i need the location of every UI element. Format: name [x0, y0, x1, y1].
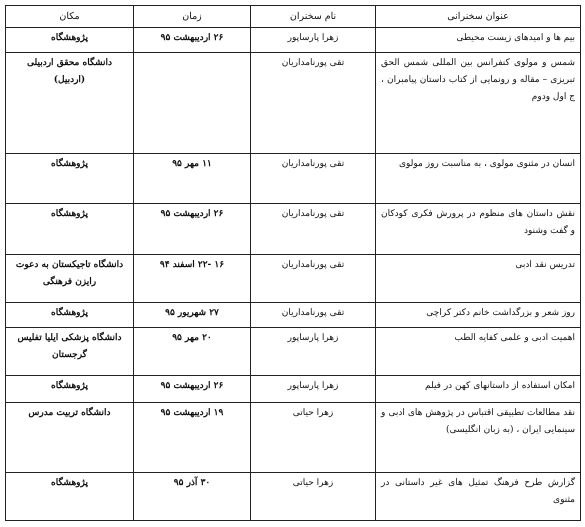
row-date: ۲۶ اردیبهشت ۹۵ [134, 376, 251, 403]
row-place: پژوهشگاه [6, 153, 134, 203]
header-row [6, 6, 581, 28]
header-title: عنوان سخنرانی [376, 6, 581, 28]
row-speaker: زهرا حیاتی [251, 472, 376, 520]
row-speaker: تقی پورنامداریان [251, 204, 376, 254]
row-title: نقش داستان های منظوم در پرورش فکری کودکان و گفت وشنود [376, 204, 581, 254]
table-row [6, 302, 581, 327]
row-title: بیم ها و امیدهای زیست محیطی [376, 28, 581, 53]
row-title: نقد مطالعات تطبیقی اقتباس در پژوهش های ادبی و سینمایی ایران ، (به زبان انگلیسی) [376, 403, 581, 472]
row-place: پژوهشگاه [6, 204, 134, 254]
row-speaker: زهرا حیاتی [251, 403, 376, 472]
row-place: پژوهشگاه [6, 302, 134, 327]
row-speaker: تقی پورنامداریان [251, 254, 376, 302]
row-date: ۱۱ مهر ۹۵ [134, 153, 251, 203]
row-speaker: زهرا پارساپور [251, 28, 376, 53]
table-row [6, 28, 581, 53]
row-place: پژوهشگاه [6, 472, 134, 520]
header-date: زمان [134, 6, 251, 28]
table-row [6, 53, 581, 154]
row-title: گزارش طرح فرهنگ تمثیل های غیر داستانی در مثنوی [376, 472, 581, 520]
row-place: دانشگاه تربیت مدرس [6, 403, 134, 472]
row-title: انسان در مثنوی مولوی ، به مناسبت روز مولوی [376, 153, 581, 203]
table-row [6, 254, 581, 302]
row-date: ۱۶ -۲۲ اسفند ۹۴ [134, 254, 251, 302]
row-speaker: تقی پورنامداریان [251, 53, 376, 154]
header-place: مکان [6, 6, 134, 28]
row-place: دانشگاه تاجیکستان به دعوت رایزن فرهنگی [6, 254, 134, 302]
row-date: ۲۷ شهریور ۹۵ [134, 302, 251, 327]
row-date: ۱۹ اردیبهشت ۹۵ [134, 403, 251, 472]
header-speaker: نام سخنران [251, 6, 376, 28]
row-date: ۲۶ اردیبهشت ۹۵ [134, 204, 251, 254]
table-row [6, 376, 581, 403]
row-title: روز شعر و بزرگداشت خانم دکتر کراچی [376, 302, 581, 327]
row-title: شمس و مولوی کنفرانس بین المللی شمس الحق تبریزی – مقاله و رونمایی از کتاب داستان پیامبران ، ج اول ودوم [376, 53, 581, 154]
table-row [6, 327, 581, 375]
row-title: امکان استفاده از داستانهای کهن در فیلم [376, 376, 581, 403]
row-speaker: زهرا پارساپور [251, 327, 376, 375]
row-date: ۲۶ اردیبهشت ۹۵ [134, 28, 251, 53]
table-row [6, 204, 581, 254]
row-place: پژوهشگاه [6, 376, 134, 403]
table-row [6, 153, 581, 203]
row-place: دانشگاه پزشکی ایلیا تفلیس گرجستان [6, 327, 134, 375]
row-date [134, 53, 251, 154]
row-date: ۲۰ مهر ۹۵ [134, 327, 251, 375]
row-speaker: تقی پورنامداریان [251, 302, 376, 327]
row-speaker: تقی پورنامداریان [251, 153, 376, 203]
row-speaker: زهرا پارساپور [251, 376, 376, 403]
row-title: تدریس نقد ادبی [376, 254, 581, 302]
row-place: پژوهشگاه [6, 28, 134, 53]
lectures-table [5, 5, 581, 521]
row-place: دانشگاه محقق اردبیلی (اردبیل) [6, 53, 134, 154]
table-row [6, 472, 581, 520]
row-date: ۳۰ آذر ۹۵ [134, 472, 251, 520]
row-title: اهمیت ادبی و علمی کفایه الطب [376, 327, 581, 375]
table-row [6, 403, 581, 472]
